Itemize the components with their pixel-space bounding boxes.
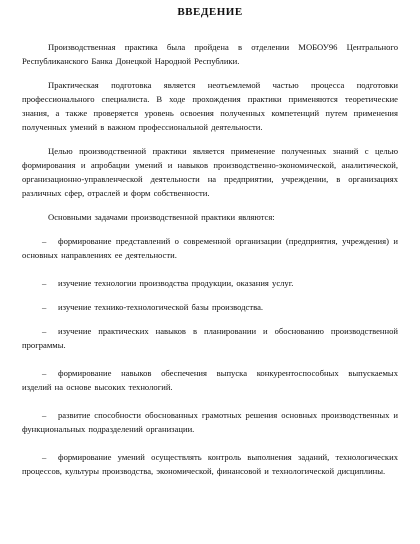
dash-marker: –	[42, 302, 47, 312]
task-text: изучение технико-технологической базы производства.	[58, 302, 264, 312]
task-text: изучение технологии производства продукции, оказания услуг.	[58, 278, 294, 288]
task-text: формирование представлений о современной организации (предприятия, учреждения) и основных направлениях ее деятельности.	[22, 236, 398, 260]
task-list-item	[22, 366, 398, 394]
task-list-item	[22, 324, 398, 352]
dash-marker: –	[42, 452, 47, 462]
task-list-item	[22, 234, 398, 262]
intro-paragraph-2: Практическая подготовка является неотъемлемой частью процесса подготовки профессионального специалиста. В ходе прохождения практики применяются теоретические знания, а также проверяется уровень освоения полученных компетенций путем применения полученных умений в важном профессиональной деятельности.	[22, 80, 398, 132]
dash-marker: –	[42, 368, 47, 378]
dash-marker: –	[42, 278, 47, 288]
dash-marker: –	[42, 326, 47, 336]
intro-paragraph-1: Производственная практика была пройдена в отделении МОБОУ96 Центрального Республиканского Банка Донецкой Народной Республики.	[22, 42, 398, 66]
task-text: формирование умений осуществлять контроль выполнения заданий, технологических процессов, культуры производства, экономической, финансовой и технологической дисциплины.	[22, 452, 398, 476]
task-list-item	[22, 408, 398, 436]
tasks-heading: Основными задачами производственной практики являются:	[48, 212, 275, 222]
dash-marker: –	[42, 410, 47, 420]
task-text: развитие способности обоснованных грамотных решения основных производственных и функциональных подразделений организации.	[22, 410, 398, 434]
task-text: формирование навыков обеспечения выпуска конкурентоспособных выпускаемых изделий на основе высоких технологий.	[22, 368, 398, 392]
task-list-item	[22, 450, 398, 478]
task-text: изучение практических навыков в планировании и обоснованию производственной программы.	[22, 326, 398, 350]
document-title: ВВЕДЕНИЕ	[177, 6, 243, 18]
dash-marker: –	[42, 236, 47, 246]
goal-paragraph: Целью производственной практики является применение полученных знаний с целью формирования и апробации умений и навыков производственно-экономической, аналитической, организационно-управленческой деятельности на предприятии, учреждении, в организациях различных сфер, отраслей и форм собственности.	[22, 146, 398, 198]
task-list-item	[22, 276, 398, 290]
task-list-item	[22, 300, 398, 314]
